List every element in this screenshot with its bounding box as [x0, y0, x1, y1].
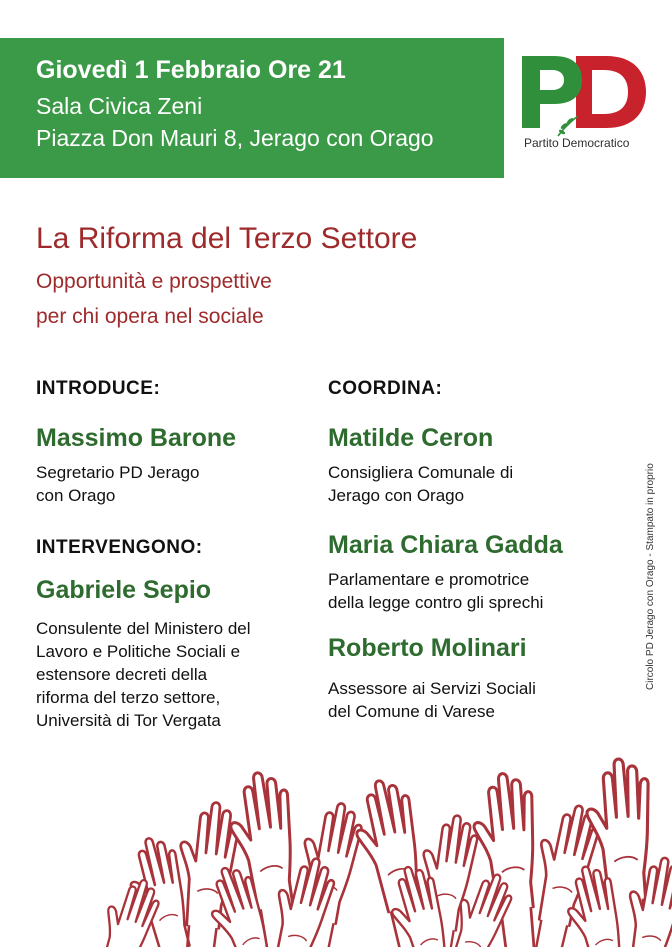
- raised-hands-icon: [90, 738, 672, 947]
- coordinator-role: Consigliera Comunale di Jerago con Orago: [328, 463, 514, 505]
- pd-logo-mark-icon: [518, 50, 648, 130]
- print-credit: Circolo PD Jerago con Orago - Stampato in proprio: [645, 463, 656, 690]
- event-subtitle-line1: Opportunità e prospettive: [36, 270, 272, 293]
- pd-logo-tagline: Partito Democratico: [524, 136, 630, 150]
- speaker-name-3: Roberto Molinari: [328, 634, 527, 662]
- event-address: Piazza Don Mauri 8, Jerago con Orago: [36, 125, 434, 151]
- introduce-heading: INTRODUCE:: [36, 378, 161, 399]
- speaker-name-2: Maria Chiara Gadda: [328, 531, 563, 559]
- speaker-name-1: Gabriele Sepio: [36, 576, 212, 604]
- event-info-banner: [0, 38, 504, 178]
- event-venue: Sala Civica Zeni: [36, 93, 203, 119]
- event-title: La Riforma del Terzo Settore: [36, 222, 418, 255]
- coordinator-name: Matilde Ceron: [328, 424, 494, 452]
- introducer-role: Segretario PD Jerago con Orago: [36, 463, 200, 505]
- speaker-role-3: Assessore ai Servizi Sociali del Comune di Varese: [328, 679, 536, 721]
- event-subtitle-line2: per chi opera nel sociale: [36, 305, 264, 328]
- intervengono-heading: INTERVENGONO:: [36, 537, 203, 558]
- introducer-name: Massimo Barone: [36, 424, 237, 452]
- olive-branch-icon: [554, 112, 580, 138]
- coordina-heading: COORDINA:: [328, 378, 443, 399]
- speaker-role-1: Consulente del Ministero del Lavoro e Politiche Sociali e estensore decreti della riforma del terzo settore, Università di Tor Vergata: [36, 619, 251, 730]
- speaker-role-2: Parlamentare e promotrice della legge contro gli sprechi: [328, 570, 544, 612]
- pd-logo: [518, 50, 648, 160]
- event-date-time: Giovedì 1 Febbraio Ore 21: [36, 56, 346, 84]
